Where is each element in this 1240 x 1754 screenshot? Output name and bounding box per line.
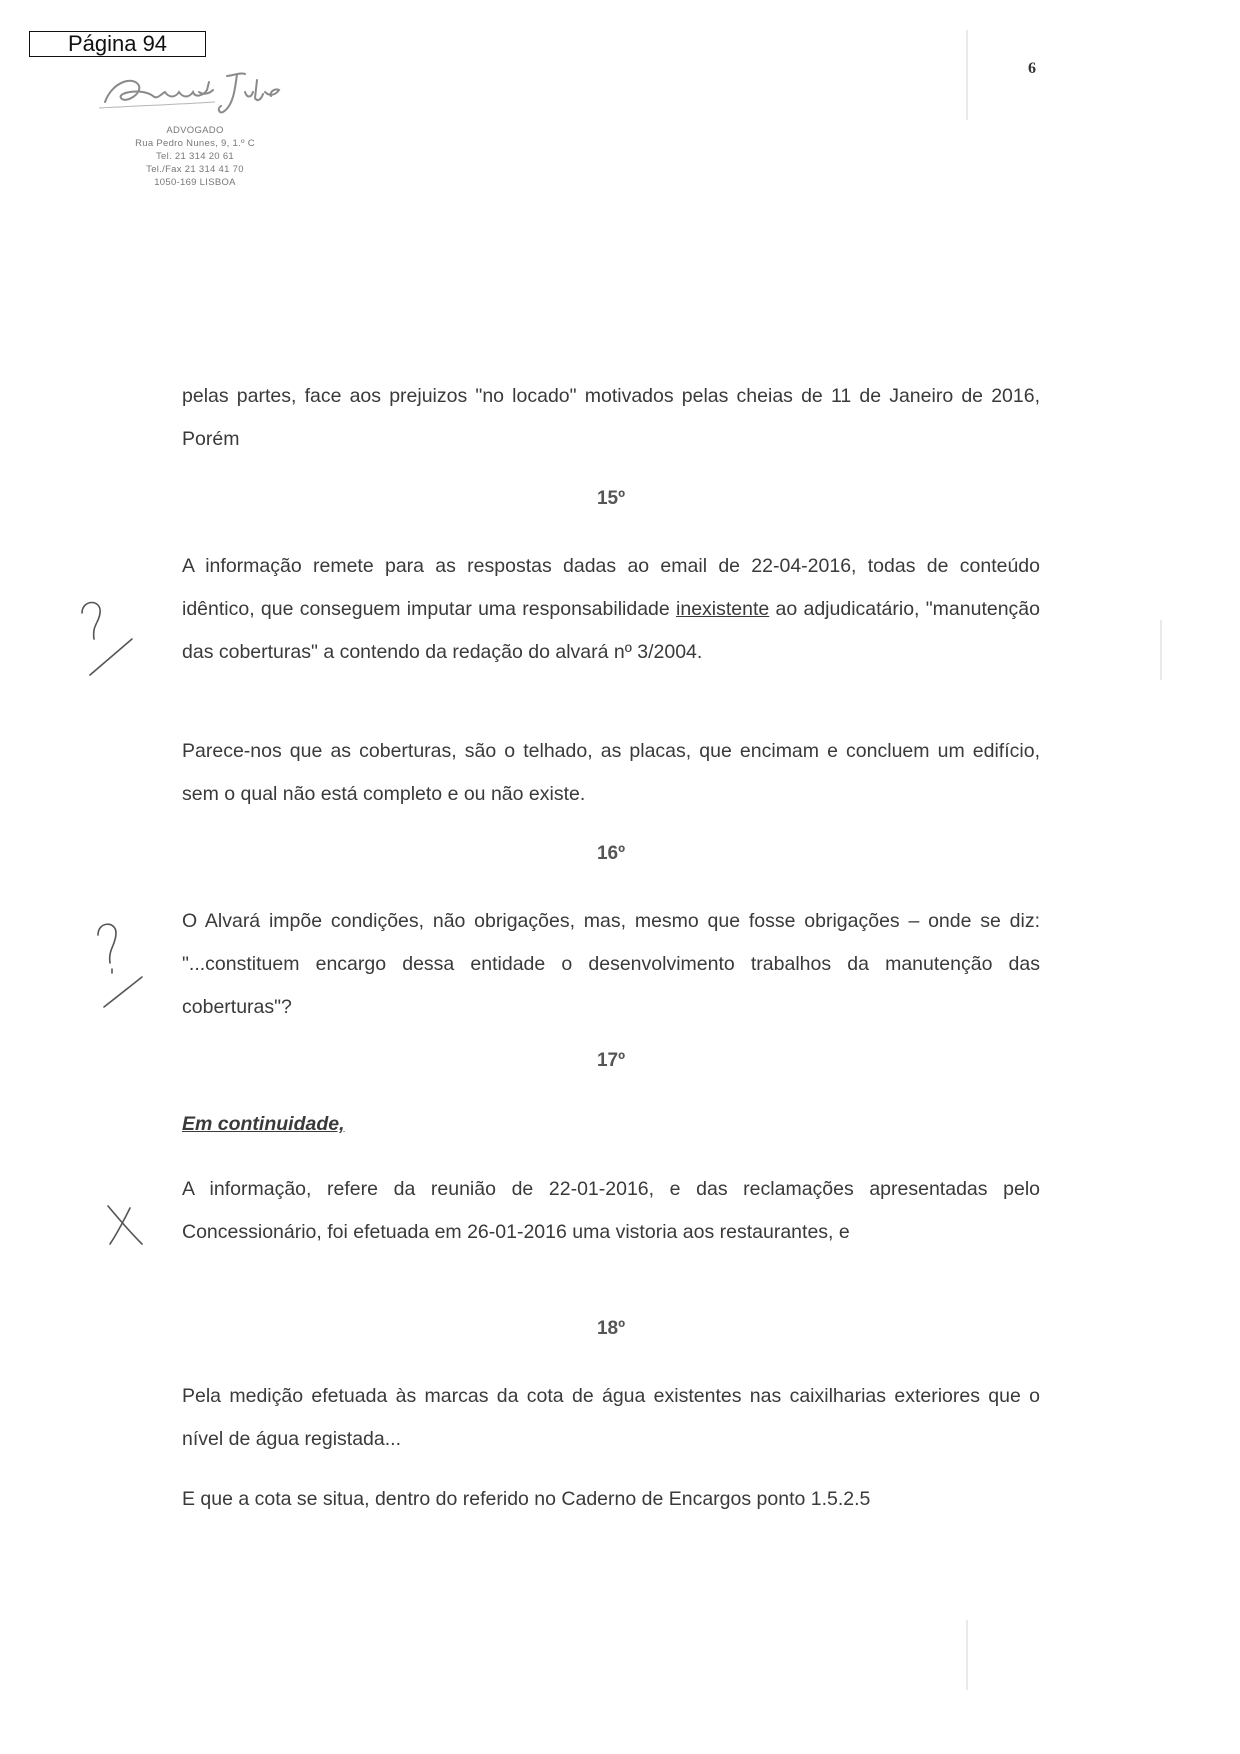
scan-artifact xyxy=(1160,620,1162,680)
section-heading: Em continuidade, xyxy=(182,1113,345,1135)
handwritten-question-mark-1 xyxy=(72,595,142,685)
scan-artifact xyxy=(966,1620,968,1690)
article-17: 17º xyxy=(596,1050,626,1071)
page-number: 6 xyxy=(1028,60,1036,77)
paragraph-5: A informação, refere da reunião de 22-01-2016, e das reclamações apresentadas pelo Concessionário, foi efetuada em 26-01-2016 uma vistoria aos restaurantes, e xyxy=(182,1178,1040,1243)
signature-logo xyxy=(95,62,295,122)
paragraph-3: Parece-nos que as coberturas, são o telhado, as placas, que encimam e concluem um edifício, sem o qual não está completo e ou não existe. xyxy=(182,740,1040,805)
paragraph-7: E que a cota se situa, dentro do referido no Caderno de Encargos ponto 1.5.2.5 xyxy=(182,1488,871,1510)
letterhead-line: Tel./Fax 21 314 41 70 xyxy=(146,164,244,175)
handwritten-x-mark xyxy=(100,1200,150,1250)
paragraph-1: pelas partes, face aos prejuizos "no locado" motivados pelas cheias de 11 de Janeiro de 2016, Porém xyxy=(182,385,1040,450)
paragraph-2-text: ao adjudicatário, "manutenção das coberturas" a contendo da redação do alvará nº 3/2004. xyxy=(182,598,1040,663)
letterhead-line: ADVOGADO xyxy=(166,125,224,136)
letterhead-line: Tel. 21 314 20 61 xyxy=(156,151,234,162)
page-label: Página 94 xyxy=(29,31,206,57)
scan-artifact xyxy=(966,30,968,120)
paragraph-2-text: A informação remete para as respostas dadas ao email de 22-04-2016, todas de conteúdo idêntico, que conseguem imputar uma responsabilidade xyxy=(182,555,1040,620)
article-18: 18º xyxy=(596,1318,626,1339)
paragraph-6: Pela medição efetuada às marcas da cota de água existentes nas caixilharias exteriores que o nível de água registada... xyxy=(182,1385,1040,1450)
letterhead-address xyxy=(95,124,295,189)
letterhead-line: 1050-169 LISBOA xyxy=(154,177,236,188)
letterhead-line: Rua Pedro Nunes, 9, 1.º C xyxy=(135,138,255,149)
paragraph-4: O Alvará impõe condições, não obrigações, mas, mesmo que fosse obrigações – onde se diz: "...constituem encargo dessa entidade o desenvolvimento trabalhos da manutenção das coberturas"? xyxy=(182,910,1040,1018)
article-16: 16º xyxy=(596,843,626,864)
article-15: 15º xyxy=(596,488,626,509)
underlined-word: inexistente xyxy=(676,598,770,620)
paragraph-2 xyxy=(182,545,1040,674)
handwritten-question-mark-2 xyxy=(90,915,160,1015)
letterhead xyxy=(95,62,295,222)
